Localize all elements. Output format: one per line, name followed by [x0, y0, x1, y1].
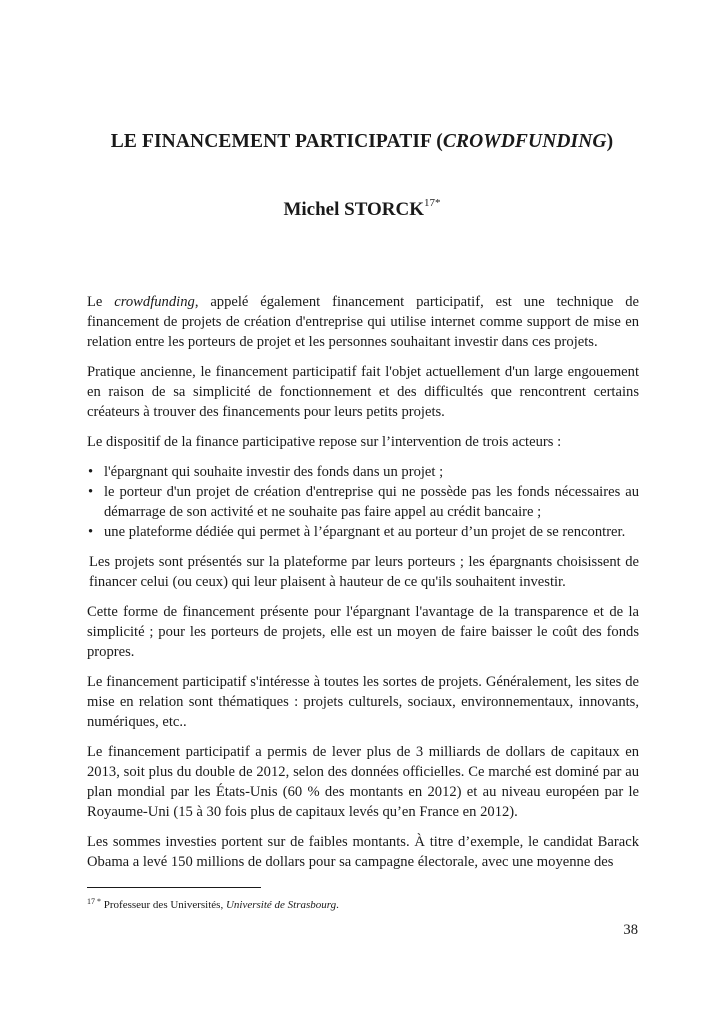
paragraph-1-lead: Le [87, 294, 115, 310]
list-item [87, 482, 639, 522]
paragraph-3: Le dispositif de la finance participative repose sur l’intervention de trois acteurs : [87, 434, 562, 450]
paragraph-8: Les sommes investies portent sur de faibles montants. À titre d’exemple, le candidat Barack Obama a levé 150 millions de dollars pour sa campagne électorale, avec une moyenne des [87, 834, 639, 870]
footnote [87, 895, 639, 912]
paragraph-7: Le financement participatif a permis de lever plus de 3 milliards de dollars de capitaux en 2013, soit plus du double de 2012, selon des données officielles. Ce marché est dominé par au plan mondial par les États-Unis (60 % des montants en 2012) et au niveau européen par le Royaume-Uni (15 à 30 fois plus de capitaux levés qu’en France en 2012). [87, 744, 639, 820]
author-line [0, 197, 724, 221]
paragraph-1 [87, 292, 639, 352]
paragraph-1-rest: , appelé également financement participatif, est une technique de financement de projets de création d'entreprise qui utilise internet comme support de mise en relation entre les porteurs de projet et les personnes souhaitant investir dans ces projets. [87, 294, 639, 350]
list-item-text: le porteur d'un projet de création d'entreprise qui ne possède pas les fonds nécessaires au démarrage de son activité et ne souhaite pas faire appel au crédit bancaire ; [104, 484, 639, 520]
footnote-divider [87, 887, 261, 888]
title-italic-term: CROWDFUNDING [442, 131, 607, 152]
author-footnote-mark[interactable]: 17* [424, 197, 441, 209]
footnote-text: Professeur des Universités, [101, 899, 226, 911]
author-name: Michel STORCK [283, 199, 425, 220]
paragraph-5: Cette forme de financement présente pour l'épargnant l'avantage de la transparence et de la simplicité ; pour les porteurs de projets, elle est un moyen de faire baisser le coût des fonds propres. [87, 604, 639, 660]
bullet-icon: • [88, 484, 94, 500]
article-body [87, 292, 639, 882]
footnote-institution: Université de Strasbourg [225, 899, 337, 911]
footnote-mark: 17 * [87, 897, 101, 906]
list-item [87, 462, 639, 482]
article-title [0, 131, 724, 153]
paragraph-4: Les projets sont présentés sur la plateforme par leurs porteurs ; les épargnants choisissent de financer celui (ou ceux) qui leur plaisent à hauteur de ce qu'ils souhaitent investir. [89, 554, 639, 590]
list-item [87, 522, 639, 542]
actors-list [87, 462, 639, 542]
title-close-paren: ) [606, 131, 614, 152]
bullet-icon: • [88, 524, 94, 540]
footnote-end: . [336, 899, 339, 911]
list-item-text: l'épargnant qui souhaite investir des fonds dans un projet ; [104, 464, 444, 480]
title-text: LE FINANCEMENT PARTICIPATIF ( [110, 131, 443, 152]
list-item-text: une plateforme dédiée qui permet à l’épargnant et au porteur d’un projet de se rencontrer. [104, 524, 626, 540]
paragraph-2: Pratique ancienne, le financement participatif fait l'objet actuellement d'un large engouement en raison de sa simplicité de fonctionnement et des difficultés que rencontrent certains créateurs à trouver des financements pour leurs petits projets. [87, 364, 639, 420]
paragraph-6: Le financement participatif s'intéresse à toutes les sortes de projets. Généralement, les sites de mise en relation sont thématiques : projets culturels, sociaux, environnementaux, innovants, numériques, etc.. [87, 674, 639, 730]
bullet-icon: • [88, 464, 94, 480]
page-number: 38 [623, 922, 638, 938]
paragraph-1-term: crowdfunding [114, 294, 195, 310]
